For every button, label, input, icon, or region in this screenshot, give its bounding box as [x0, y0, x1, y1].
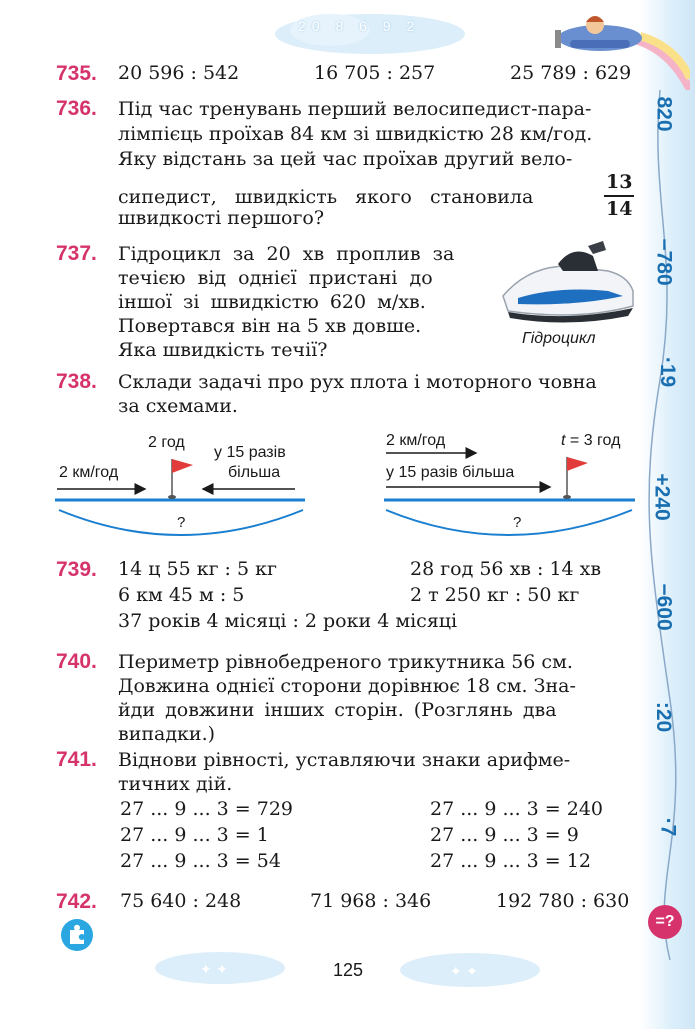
side-number-1: 820: [652, 96, 676, 132]
ex738-line-1: Склади задачі про рух плота і моторного човна: [118, 371, 597, 393]
ex741-line-2: тичних дій.: [118, 773, 233, 795]
ex741-line-1: Віднови рівності, уставляючи знаки арифме-: [118, 749, 571, 771]
page-number: 125: [332, 960, 364, 980]
ex737-line-2: течією від однієї пристані до: [118, 267, 433, 289]
svg-text:✦ ✦: ✦ ✦: [200, 962, 228, 978]
ex740-line-4: випадки.): [118, 723, 216, 745]
ex739-expr-1: 14 ц 55 кг : 5 кг: [118, 558, 277, 580]
ex736-line-5: швидкості першого?: [118, 207, 325, 229]
svg-text:✦ ✦: ✦ ✦: [450, 964, 478, 980]
scheme2-time-var: t: [561, 432, 566, 449]
scheme1-speed-right-1: у 15 разів: [214, 444, 286, 461]
scheme1-question: ?: [177, 514, 186, 531]
fraction-numerator: 13: [604, 170, 634, 197]
scheme1-speed-left: 2 км/год: [59, 464, 119, 481]
side-number-2: −780: [652, 238, 676, 286]
ex736-line-1: Під час тренувань перший велосипедист-пара-: [118, 98, 592, 120]
ex741-expr-3: 27 ... 9 ... 3 = 1: [120, 824, 269, 846]
ex735-expr-2: 16 705 : 257: [314, 62, 436, 84]
ex739-expr-2: 28 год 56 хв : 14 хв: [410, 558, 602, 580]
ex742-expr-3: 192 780 : 630: [496, 890, 630, 912]
ex741-expr-4: 27 ... 9 ... 3 = 9: [430, 824, 579, 846]
scheme1-time: 2 год: [148, 434, 185, 451]
exercise-736-number: 736.: [56, 97, 97, 120]
ex742-expr-1: 75 640 : 248: [120, 890, 242, 912]
scheme2-time-value: = 3 год: [565, 432, 621, 449]
exercise-738-number: 738.: [56, 370, 97, 393]
ex739-expr-3: 6 км 45 м : 5: [118, 584, 245, 606]
side-number-5: −600: [652, 583, 676, 631]
exercise-737-number: 737.: [56, 242, 97, 265]
ex739-expr-4: 2 т 250 кг : 50 кг: [410, 584, 580, 606]
exercise-740-number: 740.: [56, 650, 97, 673]
ex741-expr-1: 27 ... 9 ... 3 = 729: [120, 798, 294, 820]
ex740-line-3: йди довжини інших сторін. (Розглянь два: [118, 699, 557, 721]
scheme2-speed-2: у 15 разів більша: [386, 464, 515, 481]
side-number-7: ·7: [656, 817, 680, 837]
ex738-line-2: за схемами.: [118, 395, 238, 417]
exercise-741-number: 741.: [56, 748, 97, 771]
side-number-4: +240: [650, 473, 674, 521]
ex735-expr-1: 20 596 : 542: [118, 62, 240, 84]
ex736-line-4: сипедист, швидкість якого становила: [118, 186, 534, 208]
jet-ski-caption: Гідроцикл: [522, 330, 596, 347]
ex741-expr-5: 27 ... 9 ... 3 = 54: [120, 850, 281, 872]
ex736-line-3: Яку відстань за цей час проїхав другий вело-: [118, 148, 573, 170]
fraction-denominator: 14: [606, 198, 633, 220]
side-number-6: :20: [652, 701, 676, 733]
exercise-735-number: 735.: [56, 62, 97, 85]
ex739-expr-5: 37 років 4 місяці : 2 роки 4 місяці: [118, 610, 458, 632]
scheme2-question: ?: [513, 514, 522, 531]
ex741-expr-6: 27 ... 9 ... 3 = 12: [430, 850, 591, 872]
scheme1-speed-right-2: більша: [228, 464, 281, 481]
jet-ski-image: [498, 236, 638, 328]
ex737-line-5: Яка швидкість течії?: [118, 339, 328, 361]
ex740-line-2: Довжина однієї сторони дорівнює 18 см. Зна-: [118, 675, 576, 697]
exercise-739-number: 739.: [56, 558, 97, 581]
ex740-line-1: Периметр рівнобедреного трикутника 56 см.: [118, 651, 573, 673]
cloud-digits: 20 8 6 9 2: [298, 18, 421, 34]
ex737-line-1: Гідроцикл за 20 хв проплив за: [118, 243, 455, 265]
ex737-line-3: іншої зі швидкістю 620 м/хв.: [118, 291, 426, 313]
exercise-742-number: 742.: [56, 890, 97, 913]
ex735-expr-3: 25 789 : 629: [510, 62, 632, 84]
side-number-3: ·19: [656, 356, 680, 388]
ex742-expr-2: 71 968 : 346: [310, 890, 432, 912]
scheme2-time: [561, 432, 620, 450]
ex737-line-4: Повертався він на 5 хв довше.: [118, 315, 422, 337]
question-badge-icon: =?: [648, 905, 682, 939]
puzzle-icon: [60, 918, 94, 952]
ex736-line-2: лімпієць проїхав 84 км зі швидкістю 28 км/год.: [118, 123, 593, 145]
ex736-fraction: [604, 170, 634, 222]
scheme2-speed-1: 2 км/год: [386, 432, 446, 449]
ex741-expr-2: 27 ... 9 ... 3 = 240: [430, 798, 604, 820]
